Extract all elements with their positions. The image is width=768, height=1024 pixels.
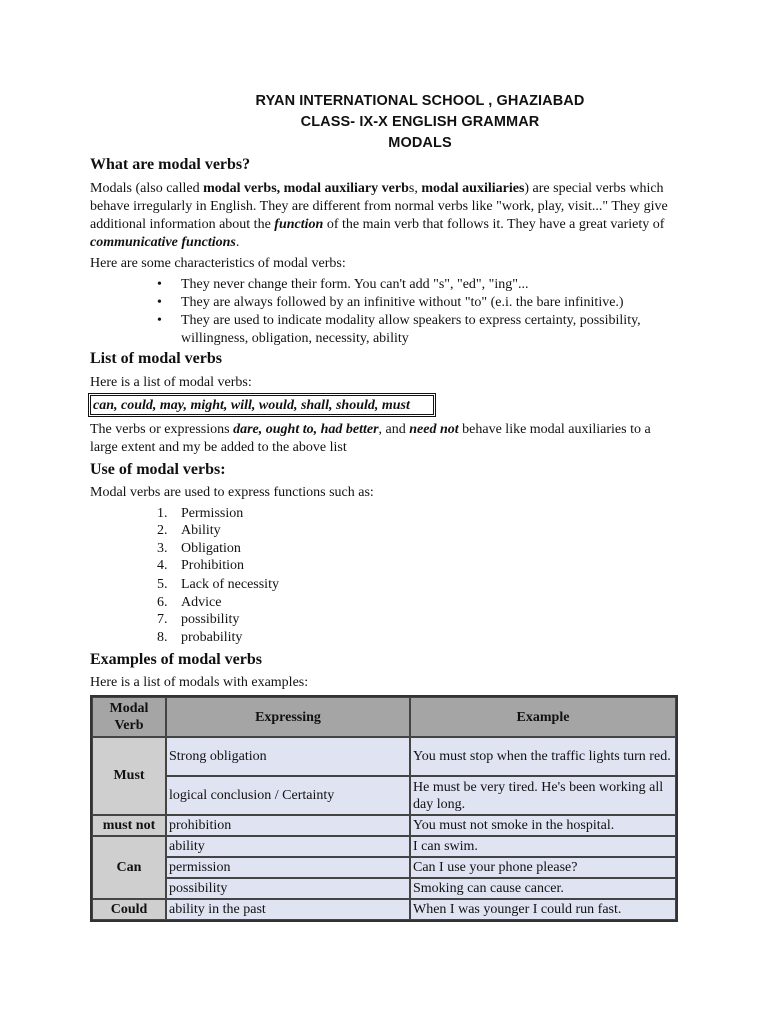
function-item: 2. Ability (157, 523, 221, 538)
function-item: 1. Permission (157, 506, 244, 521)
header-example: Example (410, 697, 676, 737)
bullet-dot-icon: • (157, 277, 162, 292)
intro-paragraph: Modals (also called modal verbs, modal auxiliary verbs, modal auxiliaries) are special verbs which behave irregularly in English. They are different from normal verbs like "work, play, visit..." They give additional information about the function of the main verb that follows it. They have a great variety of communicative functions. (90, 181, 668, 250)
function-item: 5. Lack of necessity (157, 577, 279, 592)
use-intro: Modal verbs are used to express functions such as: (90, 485, 374, 500)
table-row (92, 878, 676, 899)
topic-title: MODALS (388, 135, 452, 151)
example-cell: He must be very tired. He's been working all day long. (410, 776, 676, 815)
function-item: 6. Advice (157, 595, 222, 610)
header-modal-verb: Modal Verb (92, 697, 166, 737)
table-row (92, 836, 676, 857)
function-item: 3. Obligation (157, 541, 241, 556)
table-header-row (92, 697, 676, 737)
heading-examples: Examples of modal verbs (90, 651, 262, 668)
expressing-cell: logical conclusion / Certainty (166, 776, 410, 815)
modal-cell: must not (92, 815, 166, 836)
modal-examples-table (90, 695, 678, 922)
bullet-dot-icon: • (157, 313, 162, 328)
heading-list-of-modals: List of modal verbs (90, 350, 222, 367)
table-row (92, 899, 676, 920)
expressing-cell: possibility (166, 878, 410, 899)
table-row (92, 776, 676, 815)
example-cell: Smoking can cause cancer. (410, 878, 676, 899)
characteristics-intro: Here are some characteristics of modal verbs: (90, 256, 346, 271)
table-row (92, 815, 676, 836)
expressing-cell: ability (166, 836, 410, 857)
header-expressing: Expressing (166, 697, 410, 737)
modal-cell: Must (92, 737, 166, 815)
function-item: 8. probability (157, 630, 243, 645)
example-cell: I can swim. (410, 836, 676, 857)
function-item: 7. possibility (157, 612, 240, 627)
modal-cell: Could (92, 899, 166, 920)
example-cell: Can I use your phone please? (410, 857, 676, 878)
modal-list-box: can, could, may, might, will, would, shall, should, must (90, 395, 434, 415)
modal-note: The verbs or expressions dare, ought to, had better, and need not behave like modal auxiliaries to a large extent and my be added to the above list (90, 422, 651, 455)
modal-cell: Can (92, 836, 166, 899)
bullet-dot-icon: • (157, 295, 162, 310)
example-cell: When I was younger I could run fast. (410, 899, 676, 920)
expressing-cell: prohibition (166, 815, 410, 836)
heading-what-are-modals: What are modal verbs? (90, 156, 251, 173)
expressing-cell: ability in the past (166, 899, 410, 920)
example-cell: You must not smoke in the hospital. (410, 815, 676, 836)
heading-use-of-modals: Use of modal verbs: (90, 461, 226, 478)
table-row (92, 857, 676, 878)
class-title: CLASS- IX-X ENGLISH GRAMMAR (300, 114, 540, 130)
examples-intro: Here is a list of modals with examples: (90, 675, 309, 690)
school-title: RYAN INTERNATIONAL SCHOOL , GHAZIABAD (255, 93, 585, 109)
document-page: RYAN INTERNATIONAL SCHOOL , GHAZIABAD CLASS- IX-X ENGLISH GRAMMAR MODALS What are modal verbs? Modals (also called modal verbs, modal auxiliary verbs, modal auxiliaries) are special verbs which behave irregularly in English. They are different from normal verbs like "work, play, visit..." They give additional information about the function of the main verb that follows it. They have a great variety of communicative functions. Here are some characteristics of modal verbs: • They never change their form. You can't add "s", "ed", "ing"... • They are always followed by an infinitive without "to" (e.i. the bare infinitive.) • They are used to indicate modality allow speakers to express certainty, possibility, willingness, obligation, necessity, ability List of modal verbs Here is a list of modal verbs: can, could, may, might, will, would, shall, should, must The verbs or expressions dare, ought to, had better, and need not behave like modal auxiliaries to a large extent and my be added to the above list Use of modal verbs: Modal verbs are used to express functions such as: 1. Permission 2. Ability 3. Obligation 4. Prohibition 5. Lack of necessity 6. Advice 7. possibility 8. probability Examples of modal verbs Here is a list of modals with examples: Modal Verb Expressing Example Must Strong obligation You must stop when the traffic lights turn red. logical conclusion / Certainty He must be very tired. He's been working all day long. must not prohibition You must not smoke in the hospital. Can ability I can swim. permission Can I use your phone please? possibility Smoking can cause cancer. Could ability in the past When I was younger I could run fast. (0, 0, 768, 1024)
list-intro: Here is a list of modal verbs: (90, 375, 252, 390)
expressing-cell: Strong obligation (166, 737, 410, 776)
expressing-cell: permission (166, 857, 410, 878)
function-item: 4. Prohibition (157, 558, 245, 573)
example-cell: You must stop when the traffic lights turn red. (410, 737, 676, 776)
table-row (92, 737, 676, 776)
